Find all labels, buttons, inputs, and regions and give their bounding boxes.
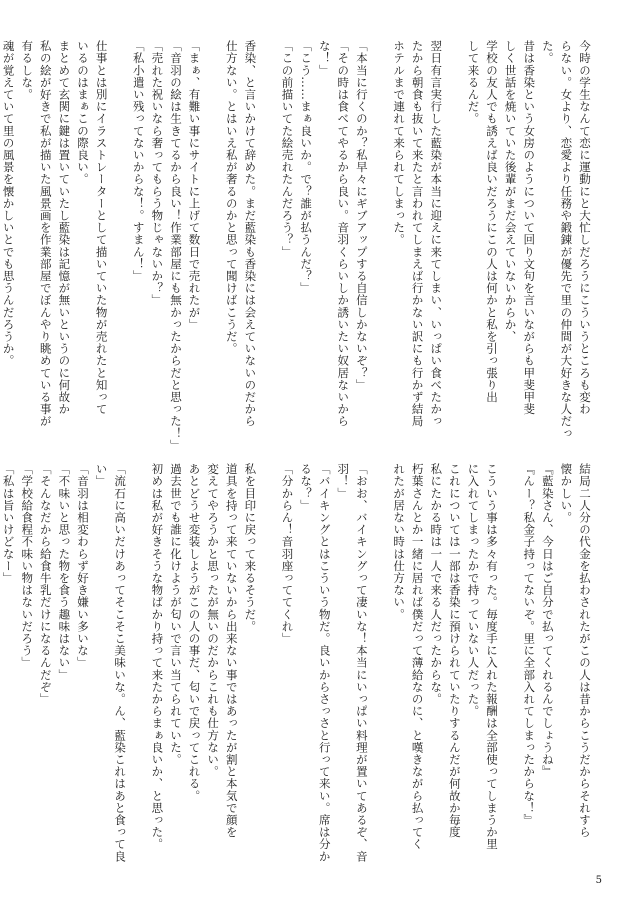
lower-text-block: 結局二人分の代金を払わされたがこの人は昔からこうだからそれすら 懐かしい。 『藍染さん、今日はご自分で払ってくれるんでしょうね』 『んー？私金子持ってないぞ。里に全部入れてしまったからな！』 こういう事は多々有った。毎度手に入れた報酬は全部使ってしまうか里 に入れてしまったかで持っていない人だった。 これについては一部は香染に預けられていたりするんだが何故か毎度 私にたかる時は一人で来る人だったからな。 朽葉さんとか一緒に居れば僕だって薄給なのに、と嘆きながら払ってく れたが居ない時は仕方ない。 「おお、バイキングって凄いな！本当にいっぱい料理が置いてあるぞ、音 羽！」 「バイキングとはこういう物だ。良いからさっさと行って来い。席は分か るな？」 「分からん！音羽座っててくれ」 私を目印に戻って来るそうだ。 道具を持って来ていないから出来ない事ではあったが割と本気で顔を 変えてやろうかと思ったが無いのだからこれも仕方ない。 あとどうせ変装しようがこの人の事だ、匂いで戻ってこれる。 過去世でも誰に化けようが匂いで言い当てられていた。 初めは私が好きそうな物ばかり持って来たからまぁ良いか、と思った。 「流石に高いだけあってそこそこ美味いな。ん、藍染これはあと食って良 い」 「音羽は相変わらず好き嫌い多いな」 「不味いと思った物を食う趣味はない」 「そんなだから給食牛乳だけになるんだぞ」 「学校給食程不味い物はないだろう」 「私は旨いけどなー」	[1, 463, 592, 863]
upper-text-block: 今時の学生なんて恋に運動にと大忙しだろうにこういうところも変わ らない。女より、恋愛より任務や鍛錬が優先で里の仲間が大好きな人だっ た。 昔は香染という女房のようについて回り文句を言いながらも甲斐甲斐 しく世話を焼いていた後輩がまだ会えていないからか、 学校の友人でも誘えば良いだろうにこの人は何かと私を引っ張り出 して来るんだ。 翌日有言実行した藍染が本当に迎えに来てしまい、いっぱい食べたかっ たから朝食も抜いて来たと言われてしまえば行かない訳にも行かず結局 ホテルまで連れて来られてしまった。 「本当に行くのか？私早々にギブアップする自信しかないぞ？」 「その時は食べてやるから良い。音羽くらいしか誘いたい奴居ないから な！」 「こう……まぁ良いか。で？誰が払うんだ？」 「この前描いてた絵売れたんだろう？」 香染、と言いかけて辞めた。まだ藍染も香染には会えていないのだから 仕方ない。とはいえ私が奢るのかと思って聞けばこうだ。 「まぁ、有難い事にサイトに上げて数日で売れたが」 「音羽の絵は生きてるから良い！作業部屋にも無かったからだと思った！」 「売れた祝いなら奢ってもらう物じゃないか？」 「私小遣い残ってないからな！。すまん！」 仕事とは別にイラストレーターとして描いていた物が売れたと知って いるのはまぁこの際良い。 まとめて玄関に鍵は置いていたし藍染は記憶が無いというのに何故か 私の絵が好きで私が描いた風景画を作業部屋でぼんやり眺めている事が 有るしな。 魂が覚えていて里の風景を懐かしいとでも思うんだろうか。	[1, 40, 592, 452]
page-number: 5	[595, 875, 602, 886]
